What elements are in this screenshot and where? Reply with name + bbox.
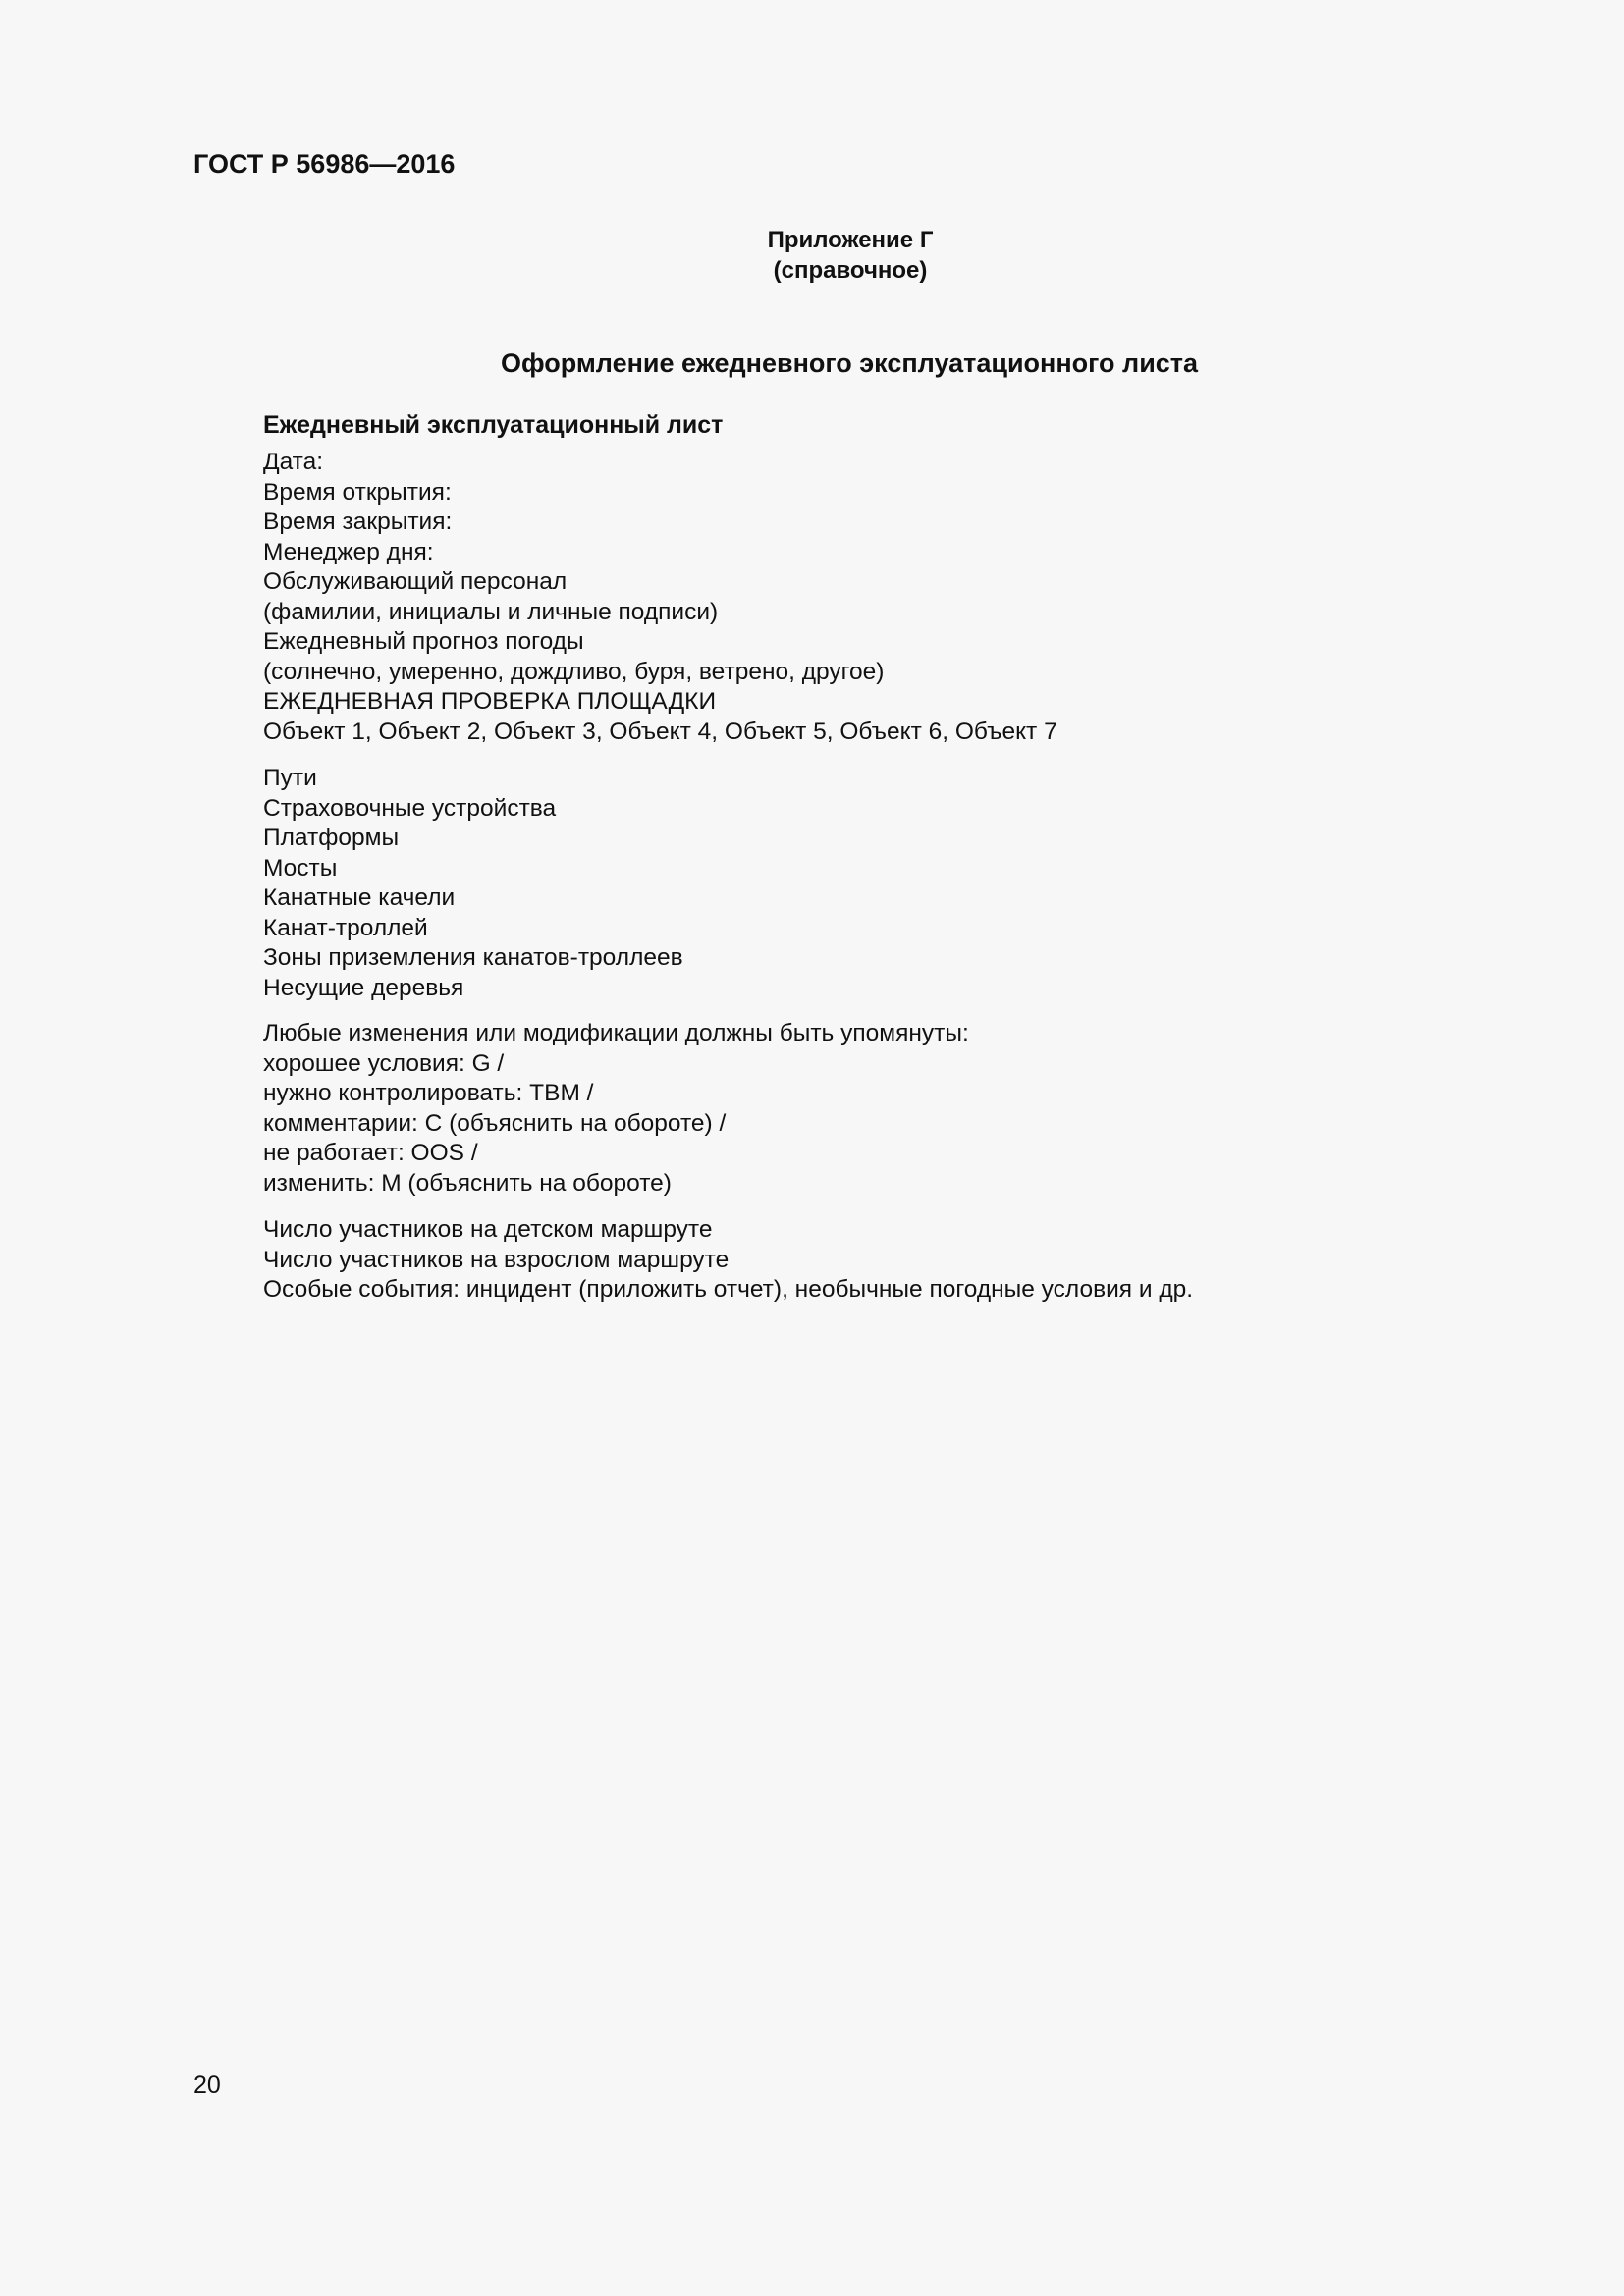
form-line: (солнечно, умеренно, дождливо, буря, ветрено, другое) <box>263 658 885 685</box>
status-line: изменить: М (объяснить на обороте) <box>263 1169 672 1197</box>
status-line: Любые изменения или модификации должны быть упомянуты: <box>263 1020 969 1046</box>
form-line: (фамилии, инициалы и личные подписи) <box>263 598 719 625</box>
participants-block <box>263 1215 1193 1306</box>
participants-line: Особые события: инцидент (приложить отчет), необычные погодные условия и др. <box>263 1276 1194 1303</box>
inspection-item: Канат-троллей <box>263 914 428 941</box>
inspection-item: Канатные качели <box>263 884 456 911</box>
form-line: Менеджер дня: <box>263 538 434 565</box>
section-title: Оформление ежедневного эксплуатационного листа <box>500 348 1199 378</box>
appendix-label: Приложение Г <box>767 227 934 253</box>
form-fields-block <box>263 448 1057 747</box>
inspection-item: Пути <box>263 765 317 791</box>
form-line: Обслуживающий персонал <box>263 568 568 595</box>
page-number: 20 <box>193 2071 221 2099</box>
appendix-type: (справочное) <box>773 257 928 284</box>
inspection-item: Мосты <box>263 854 338 881</box>
status-line: комментарии: С (объяснить на обороте) / <box>263 1109 727 1137</box>
participants-line: Число участников на взрослом маршруте <box>263 1246 730 1273</box>
form-line: Ежедневный прогноз погоды <box>263 628 584 655</box>
form-subtitle: Ежедневный эксплуатационный лист <box>263 411 724 439</box>
inspection-item: Платформы <box>263 825 400 851</box>
form-line: Время закрытия: <box>263 508 453 535</box>
appendix-heading <box>0 225 1624 286</box>
inspection-item: Страховочные устройства <box>263 794 557 822</box>
form-line: Дата: <box>263 449 324 475</box>
status-codes-block <box>263 1019 969 1199</box>
status-line: нужно контролировать: TBM / <box>263 1080 594 1106</box>
status-line: хорошее условия: G / <box>263 1049 505 1077</box>
form-line: Время открытия: <box>263 478 452 506</box>
form-line: ЕЖЕДНЕВНАЯ ПРОВЕРКА ПЛОЩАДКИ <box>263 688 717 715</box>
inspection-item: Зоны приземления канатов-троллеев <box>263 944 683 971</box>
form-line: Объект 1, Объект 2, Объект 3, Объект 4, Объект 5, Объект 6, Объект 7 <box>263 718 1057 745</box>
document-header: ГОСТ Р 56986—2016 <box>193 149 456 179</box>
participants-line: Число участников на детском маршруте <box>263 1216 713 1243</box>
status-line: не работает: OOS / <box>263 1140 478 1166</box>
inspection-items-block <box>263 764 683 1003</box>
inspection-item: Несущие деревья <box>263 974 464 1001</box>
